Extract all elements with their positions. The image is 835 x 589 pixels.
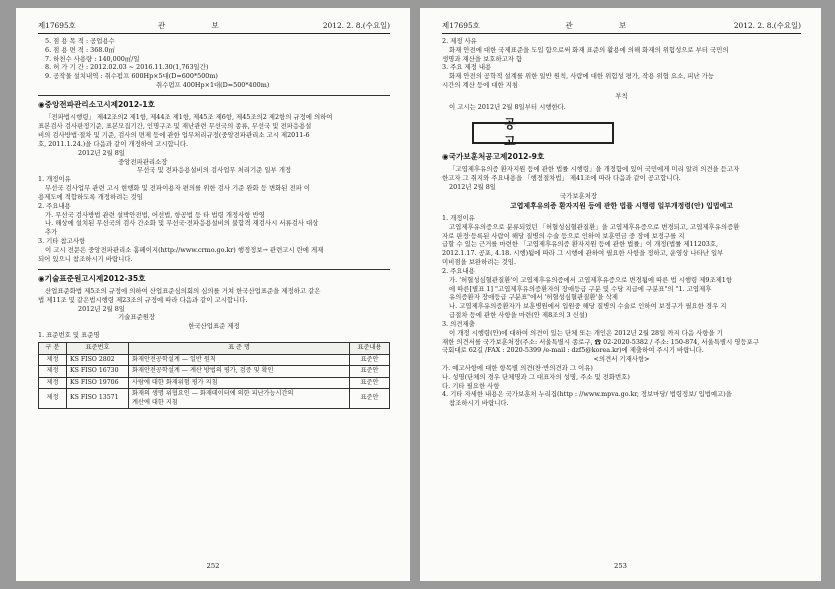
text-line: 나. 성명(단체의 경우 단체명과 그 대표자의 성명, 주소 및 전화번호)	[442, 372, 630, 381]
text-line: 2012.1.17. 공포, 4.18. 시행)됨에 따라 그 시행에 관하여 필요한 사항을 정하고, 운영상 나타난 일부	[442, 249, 724, 258]
section-divider	[38, 269, 390, 270]
text-line: 나. 해상에 설치된 무선국의 검사 간소화 및 무선국·전파응용설비의 불합격 재검사시 서류검사 대상	[45, 219, 319, 228]
notice-date: 2012년 2월 8일	[78, 304, 125, 313]
text-line: 비의 검사방법·절차 및 기준, 검사의 면제 등에 관한 업무처리규정(중앙전파관리소 고시 제2011-6	[38, 131, 310, 140]
table-cell: 제정	[39, 366, 67, 378]
text-line: 화재 안전의 공학적 설계를 위한 일반 원칙, 사람에 대한 위험성 평가, 작용 위협 요소, 피난 가능	[449, 72, 714, 81]
table-cell: KS FISO 16730	[67, 366, 129, 378]
text-line: 나. 고엽제후유의증환자가 보훈병원에서 입원중 해당 질병의 수술로 인하여 보정구가 필요한 경우 지	[449, 302, 727, 311]
text-line: 표본검사 검사판정기준, 표본모집기간, 인명구조 및 재난관련 무선국의 종류, 무선국 및 전파응용설	[38, 122, 312, 131]
text-line: 2. 제정 사유	[442, 37, 477, 45]
table-cell: 제정	[39, 377, 67, 389]
text-line: 3. 기타 참고사항	[38, 237, 86, 246]
notice-date: 2012년 2월 8일	[78, 148, 125, 157]
notice-issuer: 기술표준원장	[118, 313, 156, 322]
gazette-title: 관 보	[565, 20, 649, 30]
supplementary-provisions: 부칙	[615, 91, 628, 100]
text-line: 산업표준화법 제5조의 규정에 의하여 산업표준심의회의 심의를 거쳐 한국산업표준을 제정하고 같은	[45, 286, 321, 295]
table-row	[39, 366, 390, 378]
text-line: 「고엽제후유의증 환자지원 등에 관한 법률 시행령」을 개정함에 있어 국민에게 미리 알려 의견을 듣고자	[449, 165, 740, 174]
notice-title: ◉기술표준원고시제2012-35호	[38, 273, 146, 283]
text-line: 3. 주요 제정 내용	[442, 63, 492, 72]
text-line: 무선국 검사업무 관련 고시 현행화 및 전파이용자 편의를 위한 검사 기준 완화 등 변화된 전파 이	[45, 184, 311, 193]
table-cell: 표준안	[350, 377, 390, 389]
text-line: 자로 판정·등록된 사람이 해당 질병의 수술 등으로 인하여 보훈연금 중 장애 보정구를 지	[442, 231, 685, 240]
text-line: 2. 주요내용	[442, 266, 475, 275]
left-page	[16, 8, 410, 581]
announcement-banner: 공 고	[472, 122, 614, 144]
table-header: 표준내용	[350, 342, 390, 354]
text-line: 가. 무선국 검사방법 관련 설박안전법, 어선법, 항공법 등 타 법령 개정사항 반영	[45, 210, 265, 219]
text-line: 취수펌프 400Hp×1대(D=500*400m)	[156, 81, 270, 90]
notice-issuer: 중앙전파관리소장	[118, 157, 168, 166]
table-row	[39, 354, 390, 366]
right-page	[420, 8, 821, 581]
text-line: 가. '허혈성심혈관질환'이 고엽제후유의증에서 고엽제후유증으로 변경됨에 따른 법 시행령 제9조제1항	[449, 275, 733, 284]
text-line: 5. 점 용 목 적 : 공업용수	[45, 37, 115, 45]
table-header: 표준번호	[67, 342, 129, 354]
page-number: 252	[206, 561, 220, 570]
text-line: 다. 기타 필요한 사항	[442, 381, 500, 390]
text-line: 호, 2011.1.24.)을 다음과 같이 개정하여 고시합니다.	[38, 139, 189, 148]
text-line: 1. 개정이유	[38, 175, 71, 184]
standards-table	[38, 342, 390, 409]
document-title: 고엽제후유의증 환자지원 등에 관한 법률 시행령 일부개정령(안) 입법예고	[510, 202, 733, 211]
table-header: 구 분	[39, 342, 67, 354]
text-line: 가. 예고사항에 대한 항목별 의견(찬·반의견과 그 이유)	[442, 364, 593, 372]
table-row	[39, 377, 390, 389]
text-line: 6. 점 용 면 적 : 368.0㎡	[45, 45, 115, 54]
text-line: 되어 있으니 참조하시기 바랍니다.	[38, 254, 133, 263]
issue-date: 2012. 2. 8.(수요일)	[322, 20, 390, 30]
text-line: 유의증환자 장애등급 구분표"에서 '허혈성심혈관질환'을 삭제	[449, 293, 618, 302]
running-header	[38, 14, 390, 34]
table-header: 표 준 명	[129, 342, 350, 354]
table-cell-line: 화재의 생명 위협요인 — 화재데이터에 의한 피난가능시간의	[132, 390, 294, 398]
table-cell: KS FISO 19706	[67, 377, 129, 389]
document-title: 한국산업표준 제정	[188, 322, 240, 331]
text-line: 7. 하천수 사용량 : 140,000㎥/일	[45, 54, 140, 63]
notice-issuer: 국가보훈처장	[560, 191, 598, 200]
text-line: 2. 주요내용	[38, 201, 71, 210]
text-line: 급절차 등에 관한 사항을 마련(안 제8조의 3 신설)	[449, 311, 588, 320]
table-cell: KS FISO 2802	[67, 354, 129, 366]
table-cell: 표준안	[350, 354, 390, 366]
section-divider	[38, 95, 390, 96]
text-line: 이 개정 시행령(안)에 대하여 의견이 있는 단체 또는 개인은 2012년 2월 28일 까지 다음 사항을 기	[449, 328, 723, 337]
opinion-form-heading: <의견서 기재사항>	[593, 355, 650, 364]
text-line: 이 고시는 2012년 2월 8일부터 시행한다.	[449, 102, 566, 111]
table-cell: 제정	[39, 354, 67, 366]
table-cell: 화재안전공학설계 — 계산 방법의 평가, 검증 및 확인	[129, 366, 350, 378]
text-line: 법 제11조 및 같은법시행령 제23조의 규정에 따라 다음과 같이 고시합니다.	[38, 295, 248, 304]
notice-title: ◉중앙전파관리소고시제2012-1호	[38, 99, 155, 109]
text-line: 이 고시 전문은 중앙전파관리소 홈페이지(http://www.crmo.go.kr) 행정정보→ 관련고시 란에 게재	[45, 245, 324, 254]
notice-date: 2012년 2월 8일	[449, 182, 496, 191]
table-row	[39, 389, 390, 409]
notice-title: ◉국가보훈처공고제2012-9호	[442, 151, 545, 161]
text-line: 「전파법시행령」 제42조의2 제1항, 제44조 제1항, 제45조 제6항, 제45조의2 제2항의 규정에 의하여	[45, 113, 333, 122]
gazette-title: 관 보	[158, 20, 241, 30]
text-line: 1. 개정이유	[442, 213, 475, 222]
text-line: 미비점을 보완하려는 것임.	[442, 258, 517, 267]
text-line: 시간의 계산 등에 대한 지침	[442, 81, 519, 90]
page-number: 253	[614, 561, 627, 570]
text-line: 1. 표준번호 및 표준명	[38, 331, 100, 340]
table-header-row	[39, 342, 390, 354]
text-line: 8. 허 가 기 간 : 2012.02.03 ~ 2016.11.30(1,763일간)	[45, 63, 209, 72]
table-cell	[129, 389, 350, 409]
table-cell-line: 계산에 대한 지침	[132, 398, 178, 406]
text-line: 고엽제후유의증으로 분류되었던 「허혈성심혈관질환」을 고엽제후유증으로 변경되고, 고엽제후유의증환	[449, 222, 740, 231]
text-line: 용제도에 적합하도록 개정하려는 것임	[38, 192, 143, 201]
running-header	[442, 14, 801, 34]
issue-number: 제17695호	[38, 20, 76, 30]
text-line: 급할 수 있는 근거를 마련한 「고엽제후유의증 환자지원 등에 관한 법률」이 개정(법률 제11203호,	[442, 240, 719, 249]
text-line: 9. 공작물 설치내역 : 취수펌프 600Hp×5대(D=600*500m)	[45, 72, 218, 81]
table-cell: 사람에 대한 화재위험 평가 지침	[129, 377, 350, 389]
text-line: 화재 안전에 대한 국제표준을 도입 함으로써 화재 표준의 활용에 의해 화재의 위험성으로 부터 국민의	[449, 45, 729, 54]
text-line: 한고자 그 취지와 주요내용을 「행정절차법」 제41조에 따라 다음과 같이 공고합니다.	[442, 173, 681, 182]
text-line: 3. 의견제출	[442, 319, 475, 328]
table-cell: 화재안전공학설계 — 일반 원칙	[129, 354, 350, 366]
text-line: 생명과 재산을 보호하고자 함	[442, 54, 523, 63]
text-line: 추가	[45, 228, 58, 237]
document-title: 무선국 및 전파응용설비의 검사업무 처리기준 일부 개정	[136, 166, 292, 175]
table-cell: 제정	[39, 389, 67, 409]
table-cell: KS FISO 13571	[67, 389, 129, 409]
issue-date: 2012. 2. 8.(수요일)	[733, 20, 801, 30]
text-line: 국회대로 62길 /FAX : 2020-5399 /e-mail : dzf5@korea.kr)에 제출하여 주시기 바랍니다.	[442, 346, 704, 355]
text-line: 4. 기타 자세한 내용은 국가보훈처 누리집(http : //www.mpva.go.kr, 정보마당/ 법령정보/ 입법예고)을	[442, 390, 732, 399]
table-cell: 표준안	[350, 389, 390, 409]
text-line: 에 따른[별표 1] "고엽제후유의증환자의 장애등급 구분 및 수당 지급에 구분표"의 "1. 고엽제후	[449, 284, 712, 293]
text-line: 참조하시기 바랍니다.	[449, 399, 509, 408]
table-cell: 표준안	[350, 366, 390, 378]
issue-number: 제17695호	[442, 20, 480, 30]
text-line: 재한 의견서를 국가보훈처장(주소: 서울특별시 종로구, ☎ 02-2020-5382 / 주소: 150-874, 서울특별시 영등포구	[442, 337, 760, 346]
